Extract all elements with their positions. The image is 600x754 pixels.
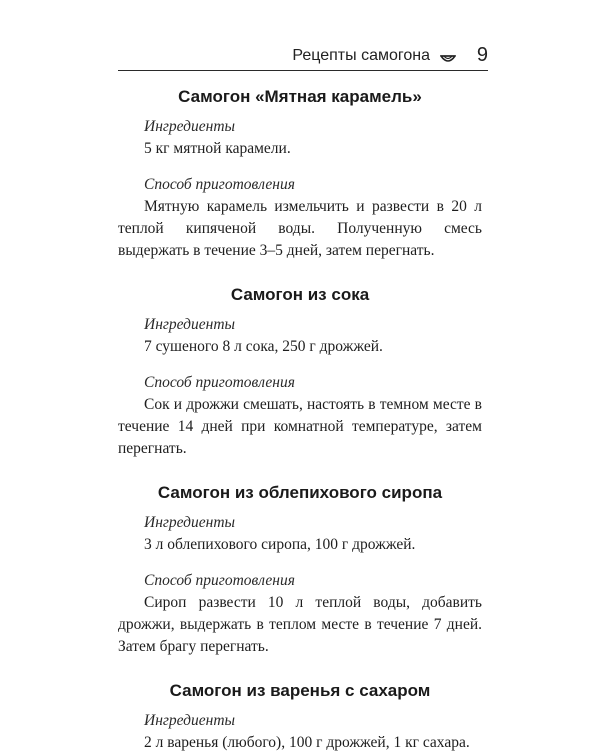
ingredients-text: 3 л облепихового сиропа, 100 г дрожжей. <box>144 536 416 553</box>
recipe-title: Самогон из сока <box>230 285 370 304</box>
ingredients-label: Ингредиенты <box>144 712 236 729</box>
page-number: 9 <box>476 44 488 66</box>
method-label: Способ приготовления <box>144 374 295 391</box>
recipe-juice <box>118 284 482 460</box>
recipe-jam-with-sugar <box>118 680 482 754</box>
method-text: Мятную карамель измельчить и развести в 20 л теплой кипяченой воды. Полученную смесь выдержать в течение 3–5 дней, затем перегнать. <box>118 198 482 259</box>
recipe-mint-caramel <box>118 86 482 262</box>
text-column <box>118 86 482 754</box>
ingredients-text: 7 сушеного 8 л сока, 250 г дрожжей. <box>144 338 383 355</box>
ingredients-text: 2 л варенья (любого), 100 г дрожжей, 1 кг сахара. <box>144 734 470 751</box>
running-title: Рецепты самогона <box>292 47 430 64</box>
recipe-title: Самогон из облепихового сиропа <box>157 483 443 502</box>
ingredients-text: 5 кг мятной карамели. <box>144 140 291 157</box>
ingredients-label: Ингредиенты <box>144 118 236 135</box>
ingredients-label: Ингредиенты <box>144 514 236 531</box>
bowl-ornament-icon <box>440 52 456 64</box>
method-text: Сок и дрожжи смешать, настоять в темном месте в течение 14 дней при комнатной температуре, затем перегнать. <box>118 396 482 457</box>
method-label: Способ приготовления <box>144 176 295 193</box>
recipe-title: Самогон «Мятная карамель» <box>178 87 422 106</box>
recipe-sea-buckthorn-syrup <box>118 482 482 658</box>
recipe-title: Самогон из варенья с сахаром <box>169 681 431 700</box>
method-text: Сироп развести 10 л теплой воды, добавить дрожжи, выдержать в теплом месте в течение 7 дней. Затем брагу перегнать. <box>118 594 482 655</box>
ingredients-label: Ингредиенты <box>144 316 236 333</box>
running-header <box>118 44 488 71</box>
method-label: Способ приготовления <box>144 572 295 589</box>
